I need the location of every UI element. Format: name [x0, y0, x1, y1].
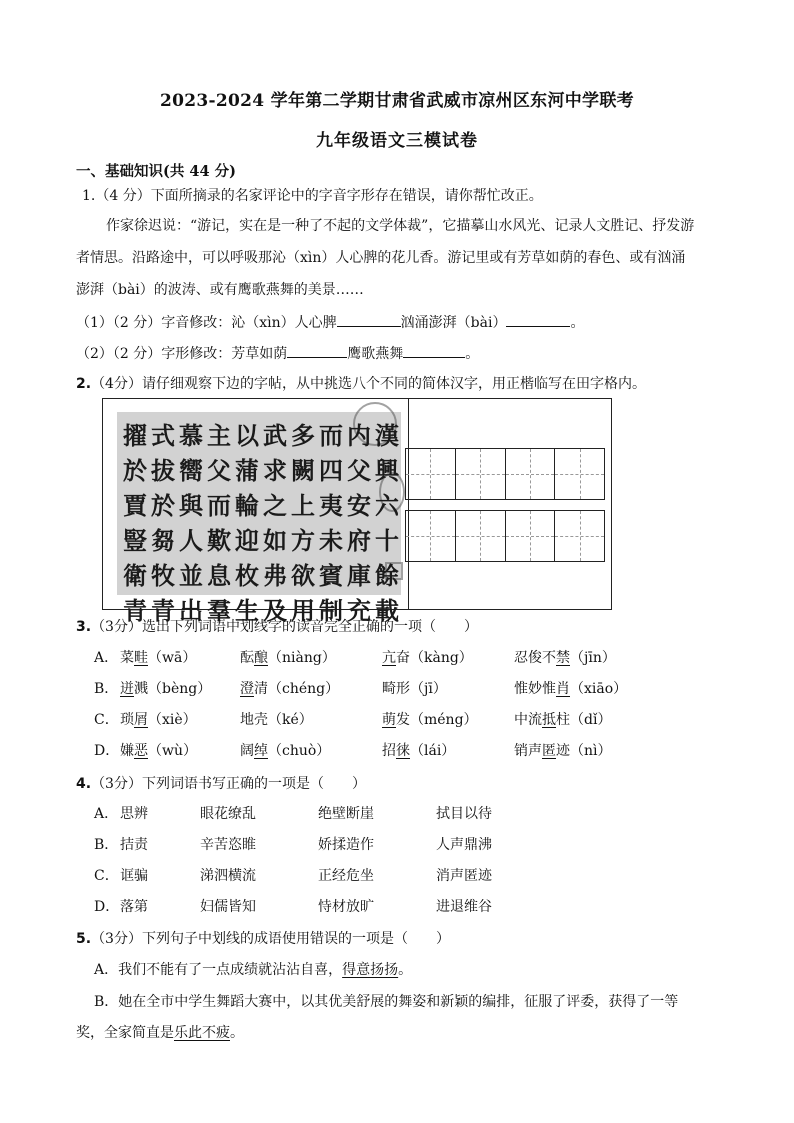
calligraphy-character: 以	[235, 421, 259, 450]
calligraphy-character: 而	[207, 491, 231, 520]
q5-stem-line	[76, 929, 450, 949]
q1-sub2-blank1[interactable]	[287, 343, 347, 358]
calligraphy-character: 慕	[179, 421, 203, 450]
calligraphy-character: 制	[319, 596, 343, 625]
q3-option-label[interactable]: D．	[94, 743, 120, 759]
calligraphy-character: 如	[263, 526, 287, 555]
q3-word-part: 惟妙惟	[514, 681, 556, 697]
q3-word-part: 畸形（jī）	[382, 681, 447, 697]
calligraphy-character: 載	[375, 596, 399, 625]
q3-word-part: （chuò）	[268, 743, 331, 759]
calligraphy-character: 於	[151, 491, 175, 520]
calligraphy-character: 漢	[375, 421, 399, 450]
q3-option-word	[514, 679, 627, 699]
calligraphy-character: 出	[179, 596, 203, 625]
calligraphy-character: 充	[347, 596, 371, 625]
q4-option-word: 进退维谷	[436, 899, 492, 915]
q3-word-part: 销声	[514, 743, 542, 759]
q1-sub2-blank2[interactable]	[403, 343, 465, 358]
calligraphy-character: 賈	[123, 491, 147, 520]
calligraphy-character: 芻	[151, 526, 175, 555]
q3-word-part: 地壳（ké）	[240, 712, 313, 728]
calligraphy-character: 父	[207, 456, 231, 485]
q3-underlined-char: 徕	[396, 743, 410, 759]
q3-underlined-char: 屑	[134, 712, 148, 728]
q3-word-part: 嫌	[120, 743, 134, 759]
exam-title-line1: 2023-2024 学年第二学期甘肃省武威市凉州区东河中学联考	[160, 91, 634, 111]
q4-option-label[interactable]: C．	[94, 868, 119, 884]
calligraphy-character: 主	[207, 421, 231, 450]
q3-option-word	[120, 648, 196, 668]
q5-option-a-text: 我们不能有了一点成绩就沾沾自喜，	[118, 962, 343, 978]
q2-stem-line	[76, 374, 646, 394]
q4-option-word: 妇儒皆知	[200, 899, 256, 915]
q3-word-part: 迹（nì）	[556, 743, 612, 759]
q1-sub1-prefix: （1）（2 分）字音修改：沁（xìn）人心脾	[76, 315, 337, 331]
calligraphy-column	[231, 418, 263, 628]
q3-option-label[interactable]: B．	[94, 681, 119, 697]
q3-option-word	[120, 710, 197, 730]
q4-option-word: 娇揉造作	[318, 837, 374, 853]
q1-passage-line2: 者情思。沿路途中，可以呼吸那沁（xìn）人心脾的花儿香。游记里或有芳草如荫的春色、或有汹涌	[76, 250, 686, 266]
q4-option-word: 绝壁断崖	[318, 806, 374, 822]
calligraphy-character: 興	[375, 456, 399, 485]
calligraphy-character: 枚	[235, 561, 259, 590]
q1-passage-line1: 作家徐迟说：“游记，实在是一种了不起的文学体裁”，它描摹山水风光、记录人文胜记、抒发游	[106, 218, 695, 234]
calligraphy-column	[175, 418, 207, 628]
calligraphy-character: 並	[179, 561, 203, 590]
calligraphy-column	[147, 418, 179, 628]
q3-word-part: （niàng）	[268, 650, 336, 666]
q5-option-a[interactable]	[94, 960, 412, 980]
tianzige-cell[interactable]	[406, 511, 456, 561]
q3-word-part: （xiè）	[148, 712, 197, 728]
calligraphy-character: 迎	[235, 526, 259, 555]
q1-sub2-mid: 鹰歌燕舞	[347, 346, 404, 362]
q3-option-word	[514, 648, 616, 668]
section-heading-basic-knowledge: 一、基础知识(共 44 分)	[76, 163, 236, 180]
calligraphy-column	[119, 418, 151, 628]
q1-sub1	[76, 312, 584, 333]
q3-underlined-char: 抵	[542, 712, 556, 728]
calligraphy-character: 牧	[151, 561, 175, 590]
q5-option-b-text2: 奖，全家简直是	[76, 1025, 174, 1041]
q4-option-word: 拮责	[120, 837, 148, 853]
calligraphy-character: 安	[347, 491, 371, 520]
calligraphy-copybook-image	[117, 412, 401, 625]
q1-passage-line3: 澎湃（bài）的波涛、或有鹰歌燕舞的美景……	[76, 282, 364, 298]
q3-underlined-char: 恶	[134, 743, 148, 759]
tianzige-cell[interactable]	[506, 449, 556, 499]
calligraphy-character: 於	[123, 456, 147, 485]
q2-stem: （4分）请仔细观察下边的字帖，从中挑选八个不同的简体汉字，用正楷临写在田字格内。	[91, 376, 646, 392]
calligraphy-column	[203, 418, 235, 628]
q3-stem: （3分）选出下列词语中划线字的读音完全正确的一项（ ）	[91, 619, 478, 635]
calligraphy-character: 青	[151, 596, 175, 625]
calligraphy-character: 而	[319, 421, 343, 450]
tianzige-cell[interactable]	[506, 511, 556, 561]
q3-word-part: （wù）	[148, 743, 197, 759]
calligraphy-character: 闕	[291, 456, 315, 485]
q1-sub2-end: 。	[465, 346, 480, 362]
tianzige-cell[interactable]	[555, 511, 604, 561]
q3-underlined-char: 禁	[556, 650, 570, 666]
calligraphy-character: 欲	[291, 561, 315, 590]
calligraphy-character: 父	[347, 456, 371, 485]
q3-word-part: 酝	[240, 650, 254, 666]
frame-divider	[408, 399, 409, 609]
q3-word-part: （jīn）	[570, 650, 616, 666]
q3-word-part: （wā）	[148, 650, 197, 666]
tianzige-row-2	[405, 510, 605, 562]
q5-option-a-label: A．	[94, 962, 119, 978]
q5-option-a-end: 。	[398, 962, 413, 978]
q3-underlined-char: 绰	[254, 743, 268, 759]
calligraphy-character: 六	[375, 491, 399, 520]
q2-number: 2.	[76, 376, 92, 392]
calligraphy-character: 輪	[235, 491, 259, 520]
q5-stem: （3分）下列句子中划线的成语使用错误的一项是（ ）	[91, 931, 450, 947]
exam-title-line2: 九年级语文三模试卷	[316, 131, 478, 151]
calligraphy-character: 多	[291, 421, 315, 450]
calligraphy-character: 羣	[207, 596, 231, 625]
calligraphy-character: 擢	[123, 421, 147, 450]
calligraphy-character: 求	[263, 456, 287, 485]
q4-option-word: 拭目以待	[436, 806, 492, 822]
q4-option-word: 恃材放旷	[318, 899, 374, 915]
q4-number: 4.	[76, 776, 92, 792]
q3-underlined-char: 亢	[382, 650, 396, 666]
calligraphy-character: 弗	[263, 561, 287, 590]
q3-option-word	[120, 679, 211, 699]
q5-option-b-end: 。	[230, 1025, 244, 1041]
q3-underlined-char: 酿	[254, 650, 268, 666]
q4-option-word: 思辨	[120, 806, 148, 822]
tianzige-row-1	[405, 448, 605, 500]
q1-sub2	[76, 343, 479, 364]
calligraphy-character: 息	[207, 561, 231, 590]
calligraphy-character: 之	[263, 491, 287, 520]
calligraphy-character: 豎	[123, 526, 147, 555]
q1-sub2-prefix: （2）（2 分）字形修改：芳草如荫	[76, 346, 288, 362]
calligraphy-character: 嚮	[179, 456, 203, 485]
calligraphy-character: 府	[347, 526, 371, 555]
calligraphy-character: 用	[291, 596, 315, 625]
q1-sub1-end: 。	[570, 315, 585, 331]
calligraphy-character: 蒲	[235, 456, 259, 485]
q4-option-word: 眼花缭乱	[200, 806, 256, 822]
q3-underlined-char: 畦	[134, 650, 148, 666]
calligraphy-column	[315, 418, 347, 628]
q3-option-word	[240, 710, 313, 730]
q4-stem-line	[76, 774, 366, 794]
calligraphy-character: 及	[263, 596, 287, 625]
tianzige-cell[interactable]	[456, 449, 506, 499]
q3-underlined-char: 澄	[240, 681, 254, 697]
calligraphy-character: 未	[319, 526, 343, 555]
q3-option-word	[240, 741, 330, 761]
q3-word-part: 柱（dǐ）	[556, 712, 612, 728]
calligraphy-column	[343, 418, 375, 628]
q3-option-label[interactable]: A．	[94, 650, 119, 666]
q1-number: 1.	[82, 188, 96, 204]
calligraphy-column	[259, 418, 291, 628]
calligraphy-character: 生	[235, 596, 259, 625]
calligraphy-character: 賓	[319, 561, 343, 590]
q4-option-word: 涕泗横流	[200, 868, 256, 884]
calligraphy-character: 歎	[207, 526, 231, 555]
calligraphy-character: 四	[319, 456, 343, 485]
q1-sub1-mid: 汹涌澎湃（bài）	[400, 315, 507, 331]
q3-option-word	[382, 648, 473, 668]
q5-option-b-underlined-idiom: 乐此不疲	[174, 1025, 230, 1041]
calligraphy-character: 拔	[151, 456, 175, 485]
calligraphy-character: 餘	[375, 561, 399, 590]
tianzige-cell[interactable]	[406, 449, 456, 499]
calligraphy-character: 十	[375, 526, 399, 555]
q3-word-part: 中流	[514, 712, 542, 728]
q4-option-word: 辛苦恣睢	[200, 837, 256, 853]
q3-word-part: （lái）	[410, 743, 456, 759]
calligraphy-column	[287, 418, 319, 628]
q1-stem-line	[82, 186, 543, 206]
q5-option-a-underlined-idiom: 得意扬扬	[342, 962, 399, 978]
q3-underlined-char: 萌	[382, 712, 396, 728]
q5-option-b-text: 她在全市中学生舞蹈大赛中，以其优美舒展的舞姿和新颖的编排，征服了评委，获得了一等	[118, 994, 679, 1010]
q3-option-word	[120, 741, 197, 761]
q3-word-part: 菜	[120, 650, 134, 666]
q3-option-word	[382, 710, 478, 730]
calligraphy-character: 夷	[319, 491, 343, 520]
q3-word-part: 琐	[120, 712, 134, 728]
q3-underlined-char: 迸	[120, 681, 134, 697]
calligraphy-column	[371, 418, 403, 628]
q3-word-part: 招	[382, 743, 396, 759]
q3-option-word	[514, 710, 611, 730]
q3-option-word	[240, 648, 336, 668]
calligraphy-character: 與	[179, 491, 203, 520]
q1-stem: （4 分）下面所摘录的名家评论中的字音字形存在错误，请你帮忙改正。	[95, 188, 543, 204]
q3-number: 3.	[76, 619, 92, 635]
calligraphy-character: 庫	[347, 561, 371, 590]
q3-word-part: （xiāo）	[570, 681, 628, 697]
calligraphy-character: 衛	[123, 561, 147, 590]
q4-stem: （3分）下列词语书写正确的一项是（ ）	[91, 776, 366, 792]
calligraphy-character: 内	[347, 421, 371, 450]
q4-option-label[interactable]: D．	[94, 899, 120, 915]
tianzige-cell[interactable]	[456, 511, 506, 561]
q4-option-word: 人声鼎沸	[436, 837, 492, 853]
q4-option-word: 诓骗	[120, 868, 148, 884]
q3-word-part: 溅（bèng）	[134, 681, 212, 697]
q3-option-label[interactable]: C．	[94, 712, 119, 728]
q4-option-label[interactable]: A．	[94, 806, 119, 822]
q4-option-word: 落第	[120, 899, 148, 915]
q1-sub1-blank2[interactable]	[506, 312, 570, 327]
q3-option-word	[382, 679, 447, 699]
q3-underlined-char: 匿	[542, 743, 556, 759]
q3-option-word	[514, 741, 612, 761]
q3-word-part: 清（chéng）	[254, 681, 340, 697]
q3-word-part: 奋（kàng）	[396, 650, 473, 666]
calligraphy-character: 人	[179, 526, 203, 555]
calligraphy-character: 上	[291, 491, 315, 520]
q3-stem-line	[76, 617, 478, 637]
calligraphy-character: 武	[263, 421, 287, 450]
q4-option-word: 消声匿迹	[436, 868, 492, 884]
q3-word-part: 发（méng）	[396, 712, 478, 728]
q3-option-word	[382, 741, 455, 761]
q5-option-b-line2	[76, 1023, 244, 1043]
calligraphy-character: 青	[123, 596, 147, 625]
q5-number: 5.	[76, 931, 92, 947]
calligraphy-character: 方	[291, 526, 315, 555]
calligraphy-character: 式	[151, 421, 175, 450]
q2-calligraphy-frame	[102, 398, 612, 625]
tianzige-cell[interactable]	[555, 449, 604, 499]
q4-option-word: 正经危坐	[318, 868, 374, 884]
q5-option-b-label: B．	[94, 994, 119, 1010]
q3-word-part: 忍俊不	[514, 650, 556, 666]
q3-underlined-char: 肖	[556, 681, 570, 697]
q3-word-part: 阔	[240, 743, 254, 759]
q5-option-b-line1[interactable]	[94, 992, 678, 1012]
q3-option-word	[240, 679, 339, 699]
q1-sub1-blank1[interactable]	[337, 312, 401, 327]
q4-option-label[interactable]: B．	[94, 837, 119, 853]
